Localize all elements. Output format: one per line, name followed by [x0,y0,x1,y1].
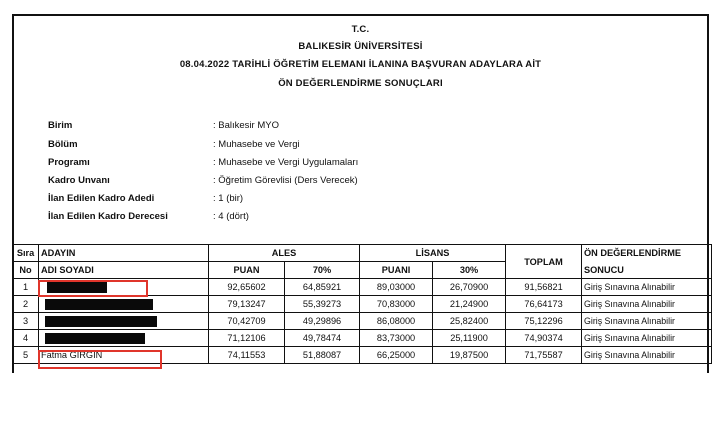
row-lisans-puani: 70,83000 [360,296,433,313]
row-lisans-puani: 86,08000 [360,313,433,330]
header-ales: ALES [209,245,360,262]
table-header-row-1 [13,245,712,262]
info-label-programi: Programı [48,157,90,168]
row-ales-puan: 74,11553 [209,347,285,364]
row-lisans-30: 26,70900 [433,279,506,296]
row-name-cell [39,330,209,347]
row-ales-70: 49,29896 [285,313,360,330]
info-label-kadro-adedi: İlan Edilen Kadro Adedi [48,193,155,204]
row-ales-70: 64,85921 [285,279,360,296]
info-value-kadro-adedi: : 1 (bir) [213,193,244,204]
header-ales-70: 70% [285,262,360,279]
row-name: Fatma GİRGİN [39,347,209,364]
table-row [13,313,712,330]
row-lisans-puani: 83,73000 [360,330,433,347]
row-toplam: 75,12296 [506,313,582,330]
header-lisans: LİSANS [360,245,506,262]
header-announcement: 08.04.2022 TARİHLİ ÖĞRETİM ELEMANI İLANINA BAŞVURAN ADAYLARA AİT [179,59,542,70]
row-toplam: 76,64173 [506,296,582,313]
redaction-bar [47,282,107,293]
header-tc: T.C. [351,24,370,35]
info-value-kadro-derecesi: : 4 (dört) [213,211,249,222]
row-ales-puan: 79,13247 [209,296,285,313]
redaction-bar [45,333,145,344]
row-ales-puan: 92,65602 [209,279,285,296]
table-row [13,330,712,347]
info-value-bolum: : Muhasebe ve Vergi [213,139,300,150]
row-sonuc: Giriş Sınavına Alınabilir [582,279,712,296]
row-no: 3 [13,313,39,330]
row-ales-puan: 70,42709 [209,313,285,330]
row-lisans-puani: 66,25000 [360,347,433,364]
info-value-birim: : Balıkesir MYO [213,120,279,131]
row-name-cell [39,313,209,330]
header-on-degerlendirme: ÖN DEĞERLENDİRME [582,245,712,262]
header-adi-soyadi: ADI SOYADI [39,262,209,279]
table-row [13,279,712,296]
row-sonuc: Giriş Sınavına Alınabilir [582,296,712,313]
header-adayin: ADAYIN [39,245,209,262]
row-name-cell [39,296,209,313]
header-sira: Sıra [13,245,39,262]
header-sonucu: SONUCU [582,262,712,279]
row-no: 1 [13,279,39,296]
header-ales-puan: PUAN [209,262,285,279]
row-lisans-puani: 89,03000 [360,279,433,296]
header-results-title: ÖN DEĞERLENDİRME SONUÇLARI [278,78,443,89]
header-university: BALIKESİR ÜNİVERSİTESİ [298,41,423,52]
table-header-row-2 [13,262,712,279]
redaction-bar [45,299,153,310]
info-label-birim: Birim [48,120,73,131]
row-sonuc: Giriş Sınavına Alınabilir [582,330,712,347]
info-label-kadro-unvani: Kadro Unvanı [48,175,110,186]
row-ales-70: 55,39273 [285,296,360,313]
row-name-cell [39,279,209,296]
row-lisans-30: 21,24900 [433,296,506,313]
info-value-kadro-unvani: : Öğretim Görevlisi (Ders Verecek) [213,175,358,186]
row-lisans-30: 25,82400 [433,313,506,330]
document-page [12,14,709,373]
row-toplam: 74,90374 [506,330,582,347]
row-toplam: 91,56821 [506,279,582,296]
info-label-bolum: Bölüm [48,139,78,150]
header-lisans-30: 30% [433,262,506,279]
row-lisans-30: 19,87500 [433,347,506,364]
header-no: No [13,262,39,279]
row-ales-puan: 71,12106 [209,330,285,347]
header-lisans-puani: PUANI [360,262,433,279]
table-row [13,296,712,313]
info-value-programi: : Muhasebe ve Vergi Uygulamaları [213,157,359,168]
row-sonuc: Giriş Sınavına Alınabilir [582,347,712,364]
row-toplam: 71,75587 [506,347,582,364]
info-label-kadro-derecesi: İlan Edilen Kadro Derecesi [48,211,168,222]
row-no: 5 [13,347,39,364]
row-no: 2 [13,296,39,313]
row-sonuc: Giriş Sınavına Alınabilir [582,313,712,330]
table-row [13,347,712,364]
row-no: 4 [13,330,39,347]
row-ales-70: 51,88087 [285,347,360,364]
results-table [12,244,712,364]
row-ales-70: 49,78474 [285,330,360,347]
redaction-bar [45,316,157,327]
header-toplam: TOPLAM [506,245,582,279]
row-lisans-30: 25,11900 [433,330,506,347]
